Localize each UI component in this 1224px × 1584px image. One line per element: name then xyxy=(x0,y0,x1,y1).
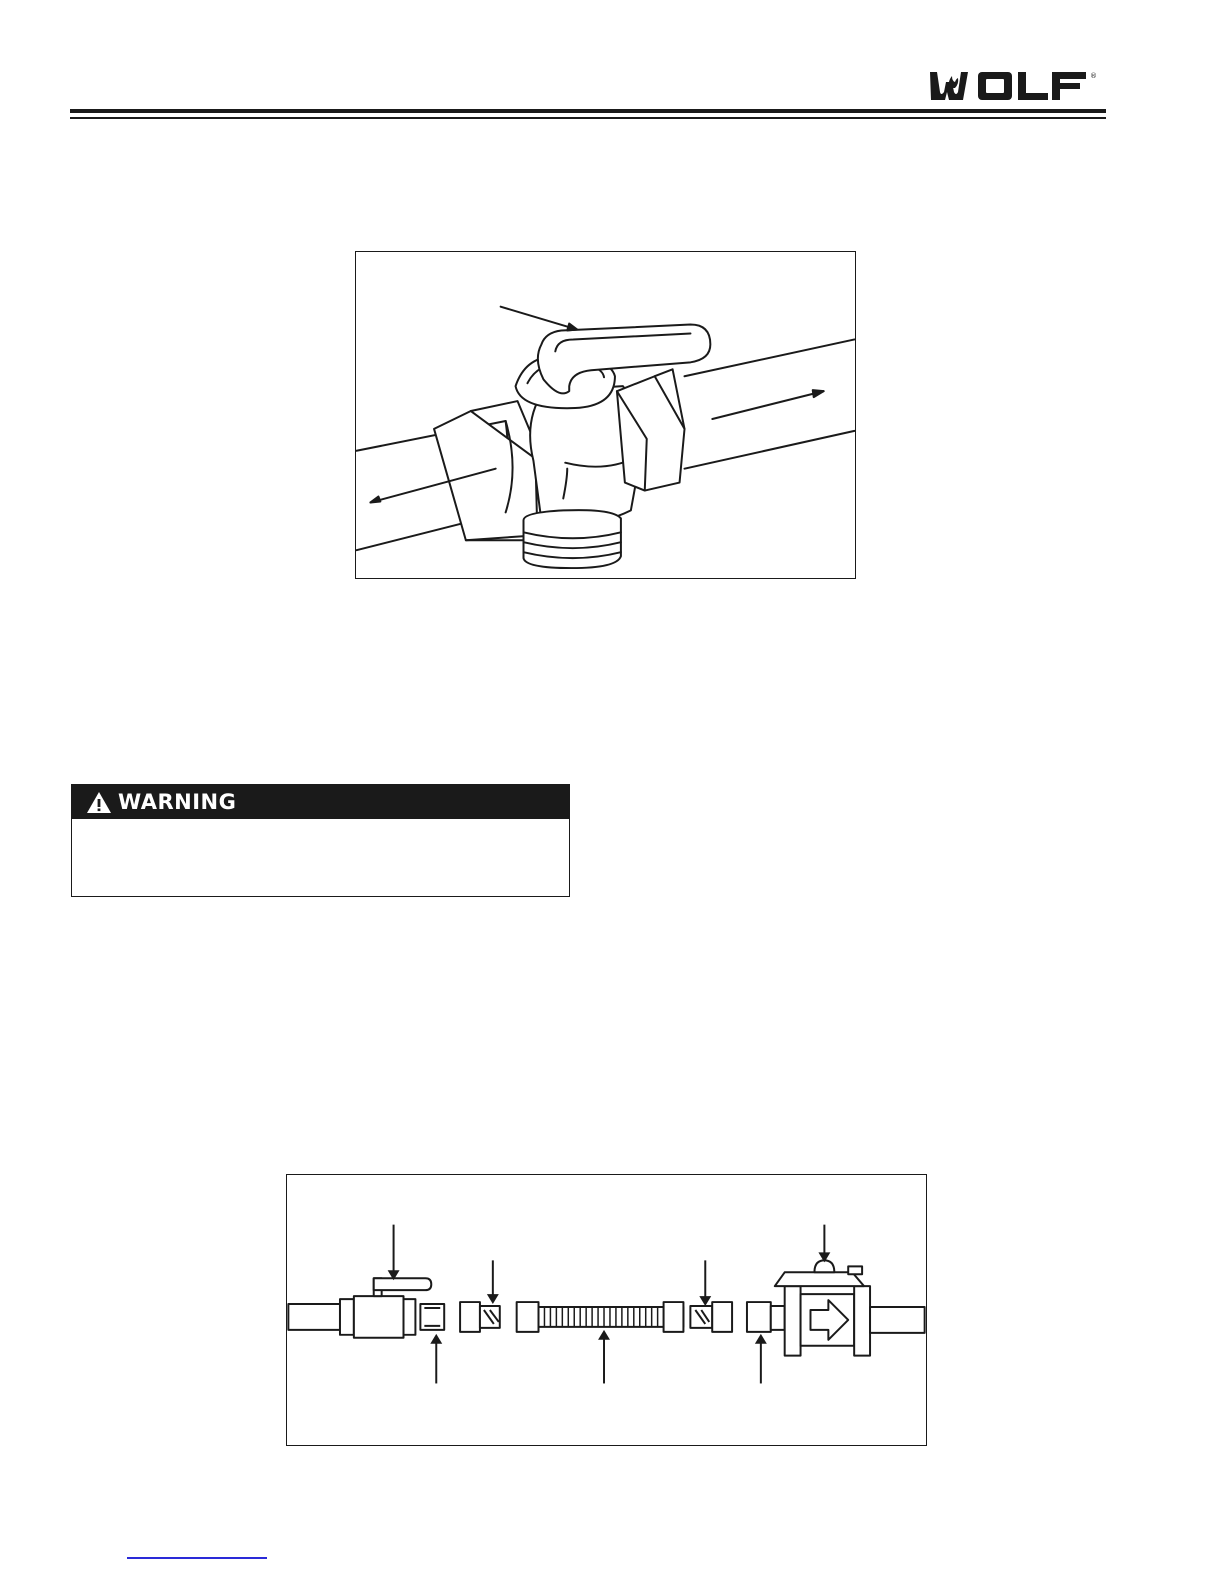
header-rule-thin xyxy=(70,117,1106,119)
shutoff-valve-illustration xyxy=(356,252,855,578)
shutoff-valve-figure xyxy=(355,251,856,579)
warning-triangle-icon xyxy=(86,791,112,814)
warning-box xyxy=(71,784,570,897)
footer-link-underline[interactable] xyxy=(127,1557,267,1559)
header-rule-thick xyxy=(70,109,1106,113)
warning-body xyxy=(72,819,569,839)
svg-text:®: ® xyxy=(1090,72,1097,80)
wolf-logo xyxy=(928,68,1106,104)
warning-title: WARNING xyxy=(118,790,237,814)
warning-header xyxy=(72,785,569,819)
gas-connection-illustration xyxy=(287,1175,926,1445)
gas-connection-figure xyxy=(286,1174,927,1446)
